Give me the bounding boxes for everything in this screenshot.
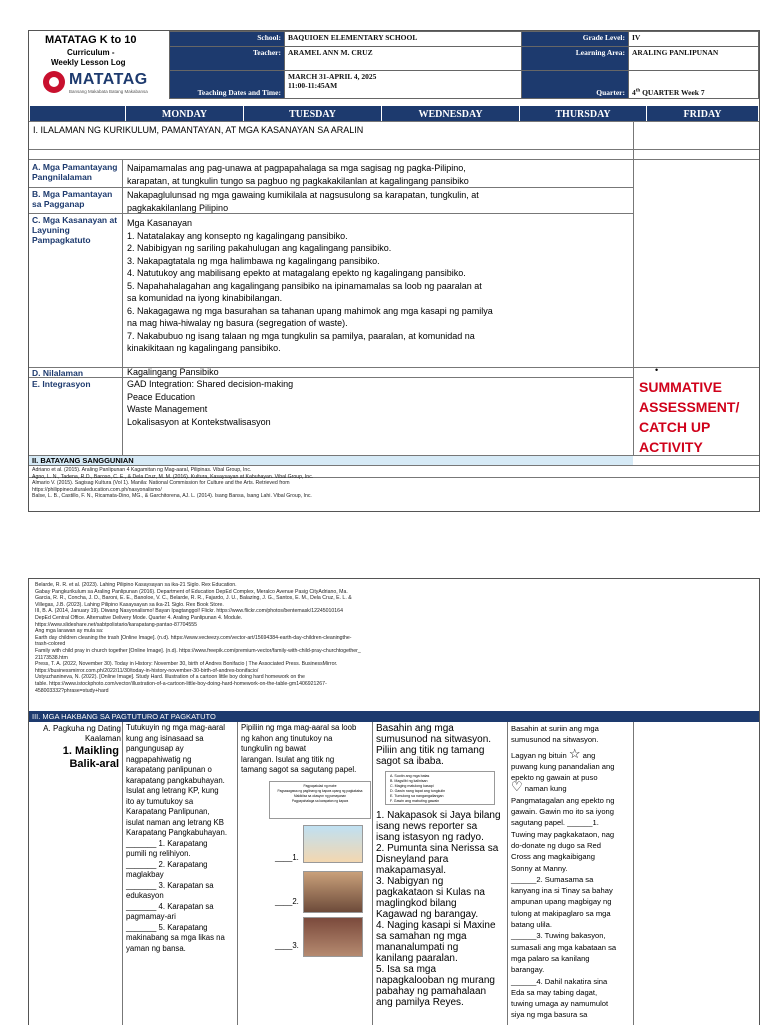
dates-label: Teaching Dates and Time: bbox=[170, 71, 285, 99]
tuesday-blank-1: ____1. bbox=[275, 853, 299, 862]
choice-line: E. Tumulong sa nangangailangan bbox=[390, 794, 444, 798]
reference-line: Garcia, R. R., Concha, J. D., Baroni, E. E., Banoloe, V. C., Belarde, R. R., Fajardo, J. U., Balazing, J. G., Santos, E. M., Dela Cruz, E. L. & bbox=[35, 595, 352, 602]
row-e-line: Peace Education bbox=[127, 391, 196, 402]
row-b-line: pagkakakilanlang Pilipino bbox=[127, 202, 229, 213]
wednesday-instruction-line: Piliin ang titik ng tamang bbox=[376, 745, 485, 756]
friday-summative-note bbox=[639, 377, 757, 457]
monday-line: maglakbay bbox=[126, 870, 164, 879]
thursday-line: kanyang ina si Tinay sa bahay bbox=[511, 886, 613, 896]
wednesday-item-line: maglingkod bilang bbox=[376, 898, 457, 909]
rule bbox=[507, 722, 508, 1025]
monday-line: Tutukuyin ng mga mag-aaral bbox=[126, 723, 225, 732]
step-review-line: Balik-aral bbox=[69, 758, 119, 770]
reference-line: Agno, L. N., Tadena, R.D., Baroso, C. E., & Dela Cruz, M. M. (2016). Kultura, Kasaysayan at Kabuhayan. Vibal Group, Inc. bbox=[32, 473, 314, 480]
references-part-2 bbox=[35, 582, 750, 694]
rule bbox=[29, 465, 759, 466]
thursday-line: siya ng mga basura sa bbox=[511, 1010, 588, 1020]
monday-line: makinabang sa mga likas na bbox=[126, 933, 225, 942]
heart-icon: ♡ bbox=[511, 779, 523, 795]
lesson-log-page-1 bbox=[28, 30, 760, 512]
reference-line: III, B. A. (2014, January 19). Diwang Nasyonalismo! Bayan Ipagtanggol! Flickr. https://www.flickr.com/photos/bentemask/12245010164 bbox=[35, 608, 343, 615]
tuesday-activity bbox=[241, 723, 371, 776]
monday-line: _______ 4. Karapatan sa bbox=[126, 901, 214, 911]
quarter-value bbox=[629, 71, 759, 99]
tuesday-choice-box bbox=[269, 781, 371, 819]
reference-line: trash-colored bbox=[35, 641, 66, 648]
rule bbox=[29, 121, 759, 122]
reference-line: DepEd Central Office. Alternative Delivery Mode. Quarter 4. Araling Panlipunan 4. Module. bbox=[35, 614, 243, 621]
wednesday-item-line: Disneyland para bbox=[376, 854, 449, 865]
section-2-title: II. BATAYANG SANGGUNIAN bbox=[32, 456, 134, 465]
school-label: School: bbox=[170, 32, 285, 47]
teacher-value: ARAMEL ANN M. CRUZ bbox=[285, 47, 522, 71]
area-label: Learning Area: bbox=[522, 47, 629, 71]
day-tuesday: TUESDAY bbox=[244, 106, 382, 123]
friday-note-line: ASSESSMENT/ bbox=[639, 399, 740, 415]
rule bbox=[633, 121, 634, 455]
time-line: 11:00-11:45AM bbox=[288, 81, 338, 90]
reference-line: 458003332?phrase=study+hard bbox=[35, 687, 109, 694]
step-review-line: 1. Maikling bbox=[62, 745, 119, 757]
wednesday-item-line: 4. Naging kasapi si Maxine bbox=[376, 920, 496, 931]
choice-line: F. Gawin ang mabuting gawain bbox=[390, 799, 440, 803]
choice-line: B. Magsilbi ng kalinisan bbox=[390, 779, 428, 783]
reference-line: https://philippineculturaleducation.com.ph/nasyonalismo/ bbox=[32, 486, 162, 493]
day-header-blank bbox=[30, 106, 126, 123]
monday-line: Karapatang Panlipunan, bbox=[126, 807, 210, 816]
star-icon: ☆ bbox=[568, 745, 581, 761]
row-c-label: C. Mga Kasanayan at Layuning Pampagkatuto bbox=[32, 215, 118, 245]
row-e-text bbox=[127, 378, 627, 428]
rule bbox=[122, 159, 123, 455]
thursday-line bbox=[511, 779, 633, 795]
monday-line: nagpapahiwatig ng bbox=[126, 754, 192, 764]
wednesday-item-line: isang news reporter sa bbox=[376, 821, 478, 832]
row-c-line: 2. Nabibigyan ng sariling pakahulugan ang kagalingang pansibiko. bbox=[127, 243, 392, 253]
row-c-line: sa komunidad na iyong kinabibilangan. bbox=[127, 293, 283, 303]
monday-line: edukasyon bbox=[126, 891, 164, 900]
reference-line: Adriano et al. (2015). Araling Panlipunan 4 Kagamitan ng Mag-aaral, Pilipinas. Vibal Group, Inc. bbox=[32, 467, 252, 473]
family-illustration bbox=[303, 825, 363, 863]
row-c-line: 7. Nakabubuo ng isang talaan ng mga tungkulin sa pamilya, paaralan, at komunidad na bbox=[127, 330, 475, 341]
thursday-line: sumasali ang mga kabataan sa bbox=[511, 942, 617, 952]
monday-activity bbox=[126, 723, 236, 954]
brand-tagline: Bansang Makabata Batang Makabansa bbox=[69, 89, 148, 94]
area-value: ARALING PANLIPUNAN bbox=[629, 47, 759, 71]
choice-line: Makikiisa sa okasyon ng pamayanan bbox=[293, 794, 347, 798]
rule bbox=[372, 722, 373, 1025]
monday-line: pumili ng relihiyon. bbox=[126, 849, 191, 858]
thursday-line: sagutang papel. ______1. bbox=[511, 818, 599, 828]
rule bbox=[633, 722, 634, 1025]
thursday-line: gawain. Gawin mo ito sa iyong bbox=[511, 807, 614, 817]
reference-line: https://www.slideshare.net/sabtpolistario/karapatang-pantao-87704555 bbox=[35, 621, 198, 628]
wednesday-item-line: sa samahan ng mga bbox=[376, 931, 467, 942]
step-a-line: Kaalaman bbox=[84, 734, 121, 743]
wednesday-item-line: isang istasyon ng radyo. bbox=[376, 832, 484, 843]
monday-line: karapatang panlipunan o bbox=[126, 765, 212, 774]
row-c-text bbox=[127, 217, 627, 355]
thursday-line: batang ulila. bbox=[511, 920, 552, 930]
dates-value bbox=[285, 71, 522, 99]
rule bbox=[29, 187, 633, 188]
row-c-line: na mag hiwa-hiwalay ng basura (segregation of waste). bbox=[127, 318, 348, 328]
reference-line: table. https://www.istockphoto.com/vector/illustration-of-a-cartoon-little-boy-doing-hard-homework-on-the-table-gm1406921267- bbox=[35, 680, 327, 687]
monday-line: _______ 3. Karapatan sa bbox=[126, 880, 214, 890]
quarter-suffix: th bbox=[635, 88, 641, 94]
thursday-line: ______2. Sumasama sa bbox=[511, 874, 594, 884]
step-review-title bbox=[31, 745, 119, 771]
monday-line: yaman ng bansa. bbox=[126, 943, 186, 953]
row-c-line: 6. Nakagagawa ng mga basurahan sa tahanan upang mahimok ang mga kasapi ng pamilya bbox=[127, 305, 493, 316]
thursday-line: Tuwing may pagkakataon, nag bbox=[511, 829, 615, 839]
row-a-label: A. Mga Pamantayang Pangnilalaman bbox=[32, 162, 118, 182]
row-c-line: Mga Kasanayan bbox=[127, 218, 193, 228]
pharmacy-illustration bbox=[303, 871, 363, 913]
lesson-log-page-2 bbox=[28, 578, 760, 1025]
reference-line: Gabay Pangkurikulum sa Araling Panlipunan (2016). Department of Education DepEd Complex, Meralco Avenue Pasig CityAdriano, Ma. bbox=[35, 588, 348, 595]
wednesday-item-line: 1. Nakapasok si Jaya bilang bbox=[376, 810, 501, 821]
dates-line: MARCH 31-APRIL 4, 2025 bbox=[288, 72, 377, 81]
reference-line: 21173538.htm bbox=[35, 654, 68, 661]
grade-value: IV bbox=[629, 32, 759, 47]
deped-seal-icon bbox=[43, 71, 65, 93]
monday-line: isulat naman ang letrang KB bbox=[126, 817, 224, 827]
thursday-line-text: ang bbox=[582, 750, 596, 760]
wednesday-item-line: kanilang paaralan. bbox=[376, 953, 458, 964]
monday-line: _______ 2. Karapatang bbox=[126, 859, 208, 869]
thursday-line: Cross ang magkaibigang bbox=[511, 852, 596, 862]
wednesday-item-line: 3. Nabigyan ng bbox=[376, 876, 444, 887]
section-1-title: I. ILALAMAN NG KURIKULUM, PAMANTAYAN, AT MGA KASANAYAN SA ARALIN bbox=[33, 125, 364, 135]
wednesday-item-line: ang pamilya Reyes. bbox=[376, 997, 464, 1008]
thursday-line: mga palaro sa kanilang bbox=[511, 953, 590, 963]
rule bbox=[29, 149, 759, 150]
wednesday-instruction-line: sumusunod na sitwasyon. bbox=[376, 734, 492, 745]
monday-line: pagmamay-ari bbox=[126, 912, 176, 921]
wednesday-item-line: makapamasyal. bbox=[376, 865, 447, 876]
row-c-line: 1. Natatalakay ang konsepto ng kagalingang pansibiko. bbox=[127, 230, 348, 241]
row-c-line: kinakikitaan ng kagalingang pansibiko. bbox=[127, 343, 281, 353]
row-e-label: E. Integrasyon bbox=[32, 379, 91, 389]
thursday-line: ampunan upang magbigay ng bbox=[511, 897, 612, 907]
tuesday-blank-2: ____2. bbox=[275, 897, 299, 906]
monday-line: kung ang isinasaad sa bbox=[126, 733, 204, 743]
friday-note-line: ACTIVITY bbox=[639, 439, 703, 455]
wednesday-instruction-line: sagot sa ibaba. bbox=[376, 756, 444, 767]
tuesday-line: tungkulin ng bawat bbox=[241, 744, 307, 753]
reference-line: Ustyuzhanineva, N. (2022). [Online Image]. Study Hard. Illustration of a cartoon little boy doing hard homework on the bbox=[35, 674, 305, 681]
grade-label: Grade Level: bbox=[522, 32, 629, 47]
row-e-line: GAD Integration: Shared decision-making bbox=[127, 379, 294, 389]
protest-illustration bbox=[303, 917, 363, 957]
wednesday-item-line: 2. Pumunta sina Nerissa sa bbox=[376, 843, 499, 854]
reference-line: Balse, L. B., Castillo, F. N., Ricamata-Dino, MG., & Garchitorena, AJ. L. (2014). Isang Bansa, Isang Lahi. Vibal Group, Inc. bbox=[32, 493, 312, 500]
wednesday-choice-box bbox=[385, 771, 495, 805]
thursday-line-text: naman kung bbox=[524, 784, 567, 794]
reference-line: Almario V. (2015). Sagisag Kultura (Vol 1). Manila: National Commission for Culture and the Arts. Retrieved from bbox=[32, 480, 290, 487]
quarter-label: Quarter: bbox=[522, 71, 629, 99]
row-b-text bbox=[127, 189, 627, 214]
friday-bullet: • bbox=[655, 365, 659, 375]
day-thursday: THURSDAY bbox=[520, 106, 647, 123]
wednesday-item-line: napagkalooban ng murang bbox=[376, 975, 495, 986]
thursday-line: Pangmatagalan ang epekto ng bbox=[511, 795, 615, 805]
row-c-line: 4. Natutukoy ang mabilisang epekto at matagalang epekto ng kagalingang pansibiko. bbox=[127, 268, 466, 278]
matatag-title: MATATAG K to 10 bbox=[45, 34, 137, 46]
references-part-1 bbox=[32, 467, 752, 500]
teacher-label: Teacher: bbox=[170, 47, 285, 71]
rule bbox=[237, 722, 238, 1025]
choice-line: A. Suotin ang mga batas bbox=[390, 774, 430, 778]
monday-line: _______ 1. Karapatang bbox=[126, 838, 208, 848]
row-d-label: D. Nilalaman bbox=[32, 368, 84, 378]
friday-note-line: CATCH UP bbox=[639, 419, 711, 435]
row-e-line: Lokalisasyon at Kontekstwalisasyon bbox=[127, 416, 271, 427]
choice-line: Pagsasagawa ng paglinang ng kapwa upang ng pagkakaisa bbox=[277, 789, 363, 793]
tuesday-line: Pipiliin ng mga mag-aaral sa loob bbox=[241, 723, 357, 732]
thursday-line: Sonny at Manny. bbox=[511, 863, 568, 873]
rule bbox=[29, 159, 759, 160]
row-b-label: B. Mga Pamantayan sa Pagganap bbox=[32, 189, 113, 209]
choice-line: C. Maging matulong kasapi bbox=[390, 784, 434, 788]
step-a-line: A. Pagkuha ng Dating bbox=[43, 724, 121, 733]
monday-line: _______ 5. Karapatang bbox=[126, 922, 208, 932]
thursday-line: Eda sa may tabing dagat, bbox=[511, 987, 598, 997]
monday-line: ito ay tumutukoy sa bbox=[126, 796, 194, 806]
school-value: BAQUIOEN ELEMENTARY SCHOOL bbox=[285, 32, 522, 47]
row-a-line: karapatan, at tungkulin tungo sa pagbuo ng pagkakakilanlan at kagalingang pansibiko bbox=[127, 175, 469, 186]
thursday-line: sumusunod na sitwasyon. bbox=[511, 735, 599, 745]
thursday-line: ______3. Tuwing bakasyon, bbox=[511, 931, 606, 941]
reference-line: Ang mga larawan ay mula sa: bbox=[35, 628, 104, 635]
quarter-number: 4 bbox=[632, 88, 636, 97]
wednesday-instruction-line: Basahin ang mga bbox=[376, 723, 454, 734]
monday-line: Isulat ang letrang KP, kung bbox=[126, 786, 219, 795]
quarter-week: QUARTER Week 7 bbox=[642, 88, 705, 97]
row-b-line: Nakapaglulunsad ng mga gawaing kumikilala at nagsusulong sa karapatan, tungkulin, at bbox=[127, 190, 479, 200]
thursday-line: tuwing umaga ay namumulot bbox=[511, 999, 609, 1009]
header-info-table bbox=[169, 31, 759, 99]
thursday-activity bbox=[511, 723, 633, 1021]
monday-line: pangungusap ay bbox=[126, 744, 184, 753]
reference-line: Press, T. A. (2022, November 30). Today in History: November 30, birth of Andres Bonifacio | The Associated Press. BusinessMirror. bbox=[35, 661, 338, 668]
choice-line: Pagpapahalaga sa karapatan ng kapwa bbox=[291, 799, 349, 803]
row-e-line: Waste Management bbox=[127, 404, 208, 414]
friday-note-line: SUMMATIVE bbox=[639, 379, 722, 395]
day-monday: MONDAY bbox=[126, 106, 244, 123]
thursday-line: Basahin at suriin ang mga bbox=[511, 724, 599, 733]
row-a-text bbox=[127, 162, 627, 187]
thursday-line-text: Lagyan ng bituin bbox=[511, 750, 567, 760]
thursday-line: do-donate ng dugo sa Red bbox=[511, 840, 601, 850]
choice-line: D. Gawin nang tapat ang tungkulin bbox=[390, 789, 446, 793]
thursday-line: epekto ng gawain at puso bbox=[511, 773, 598, 783]
reference-line: Belarde, R. R. et al. (2023). Lahing Pilipino Kasaysayan sa ika-21 Siglo. Rex Education. bbox=[35, 582, 237, 588]
step-a-label bbox=[31, 724, 121, 744]
wednesday-item-line: Kagawad ng barangay. bbox=[376, 909, 479, 920]
reference-line: https://businessmirror.com.ph/2022/11/30/today-in-history-november-30-birth-of-andres-bonifacio/ bbox=[35, 667, 259, 674]
curriculum-line2: Weekly Lesson Log bbox=[51, 58, 126, 67]
monday-line: karapatang pangkabuhayan. bbox=[126, 775, 225, 785]
tuesday-line: larangan. Isulat ang titik ng bbox=[241, 754, 335, 764]
reference-line: Villegas, J.B. (2023). Lahing Pilipino Kasaysayan sa ika-21 Siglo. Rex Book Store. bbox=[35, 601, 224, 608]
monday-line: Karapatang Pangkabuhayan. bbox=[126, 828, 228, 837]
tuesday-line: ng kahon ang tinutukoy na bbox=[241, 733, 333, 743]
wednesday-item-line: 5. Isa sa mga bbox=[376, 964, 437, 975]
thursday-line: barangay. bbox=[511, 965, 545, 975]
thursday-line bbox=[511, 745, 633, 761]
wednesday-item-line: mananalumpati ng bbox=[376, 942, 459, 953]
thursday-line: ______4. Dahil nakatira sina bbox=[511, 976, 608, 986]
header-block bbox=[29, 31, 759, 101]
wednesday-items bbox=[376, 810, 506, 1008]
thursday-line: tulong at makipaglaro sa mga bbox=[511, 908, 611, 918]
section-3-title: III. MGA HAKBANG SA PAGTUTURO AT PAGKATUTO bbox=[32, 712, 216, 721]
wednesday-instructions bbox=[376, 723, 506, 767]
choice-line: Pagpapatulad ng mabe bbox=[303, 784, 337, 788]
tuesday-line: tamang sagot sa sagutang papel. bbox=[241, 765, 357, 774]
wednesday-item-line: pabahay ng pamahalaan bbox=[376, 986, 487, 997]
rule bbox=[122, 722, 123, 1025]
row-d-text: Kagalingang Pansibiko bbox=[127, 367, 219, 377]
row-c-line: 5. Napahahalagahan ang kagalingang pansibiko na ipinamamalas sa loob ng paaralan at bbox=[127, 280, 482, 291]
wednesday-item-line: pagkakataon si Kulas na bbox=[376, 887, 485, 898]
curriculum-line1: Curriculum - bbox=[67, 48, 115, 57]
reference-line: Family with child pray in church together [Online Image]. (n.d). https://www.freepik.com/premium-vector/family-with-child-pray-churchtogether_ bbox=[35, 647, 361, 654]
row-c-line: 3. Nakapagtatala ng mga halimbawa ng kagalingang pansibiko. bbox=[127, 255, 380, 266]
tuesday-blank-3: ____3. bbox=[275, 941, 299, 950]
row-a-line: Naipamamalas ang pag-unawa at pagpapahalaga sa mga sagisag ng pagka-Pilipino, bbox=[127, 163, 466, 173]
reference-line: Earth day children cleaning the trash [Online Image]. (n.d). https://www.vecteezy.com/vector-art/15694384-earth-day-children-cleaningthe- bbox=[35, 634, 352, 641]
day-wednesday: WEDNESDAY bbox=[382, 106, 520, 123]
thursday-line: puwang kung panandalian ang bbox=[511, 761, 615, 771]
brand-logo: MATATAG bbox=[69, 71, 148, 88]
day-friday: FRIDAY bbox=[647, 106, 759, 123]
